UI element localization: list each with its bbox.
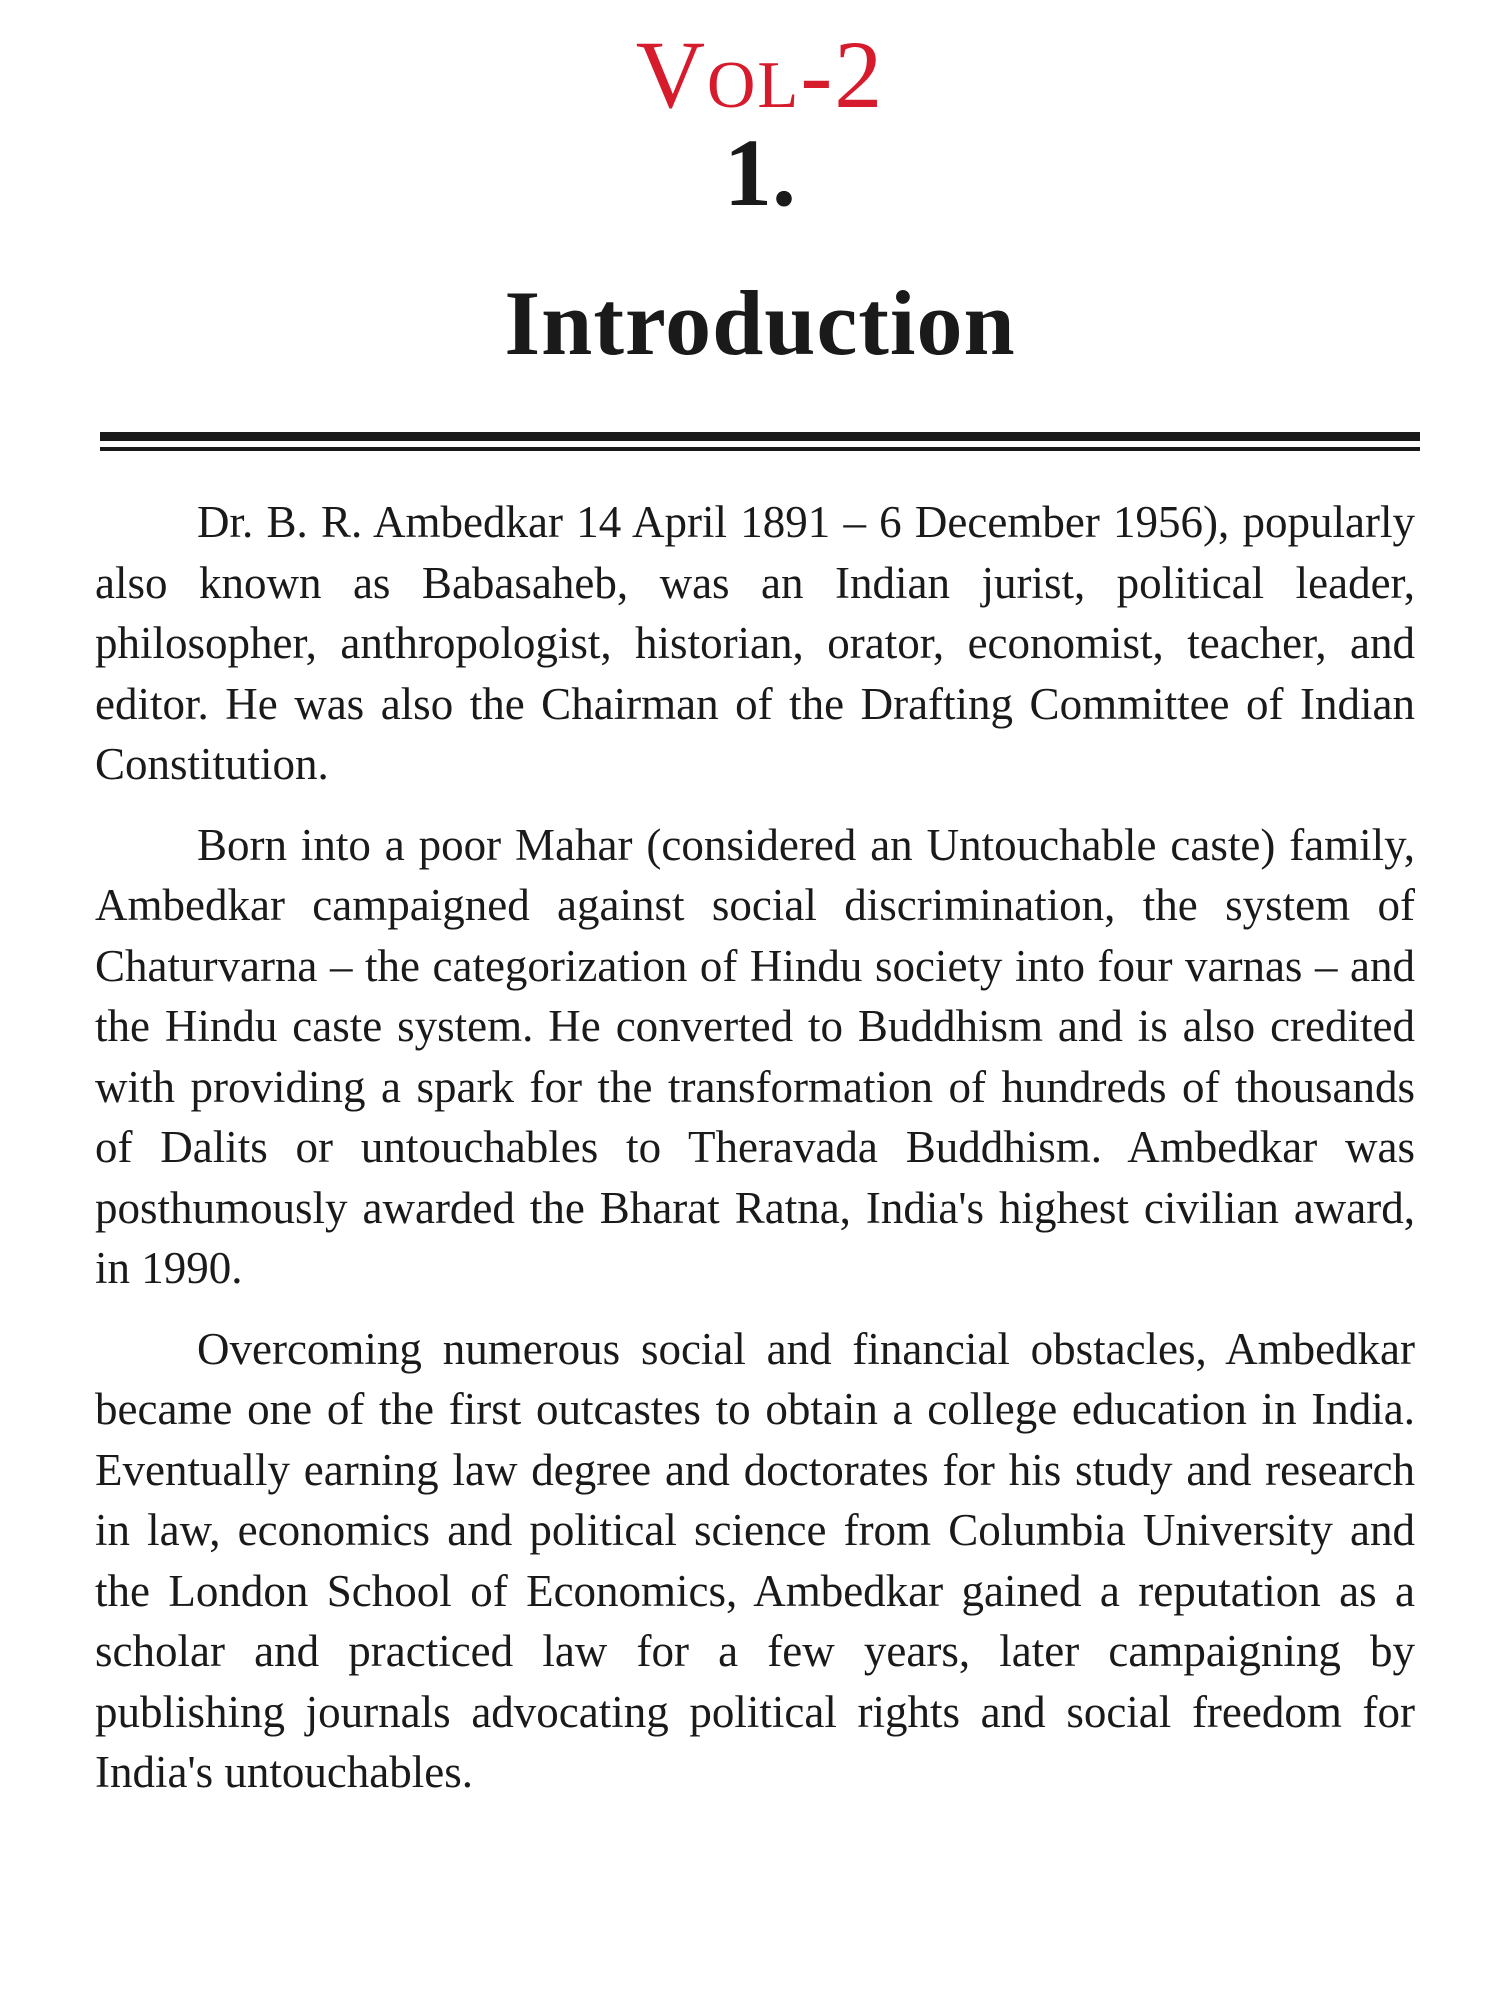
title-divider-thick — [100, 432, 1420, 441]
paragraph-3: Overcoming numerous social and financial obstacles, Ambedkar became one of the first outcastes to obtain a college education in India. Eventually earning law degree and doctorates for his study and research in law, economics and political science from Columbia University and the London School of Economics, Ambedkar gained a reputation as a scholar and practiced law for a few years, later campaigning by publishing journals advocating political rights and social freedom for India's untouchables. — [95, 1323, 1415, 1797]
title-divider-thin — [100, 447, 1420, 451]
paragraph-2: Born into a poor Mahar (considered an Untouchable caste) family, Ambedkar campaigned against social discrimination, the system of Chaturvarna – the categorization of Hindu society into four varnas – and the Hindu caste system. He converted to Buddhism and is also credited with providing a spark for the transformation of hundreds of thousands of Dalits or untouchables to Theravada Buddhism. Ambedkar was posthumously awarded the Bharat Ratna, India's highest civilian award, in 1990. — [95, 819, 1415, 1293]
paragraph-1: Dr. B. R. Ambedkar 14 April 1891 – 6 December 1956), popularly also known as Babasaheb, was an Indian jurist, political leader, philosopher, anthropologist, historian, orator, economist, teacher, and editor. He was also the Chairman of the Drafting Committee of Indian Constitution. — [95, 497, 1415, 789]
chapter-body — [95, 492, 1415, 1803]
chapter-number: 1. — [724, 119, 796, 226]
volume-label: Vol-2 — [635, 21, 885, 128]
chapter-title: Introduction — [504, 272, 1016, 374]
